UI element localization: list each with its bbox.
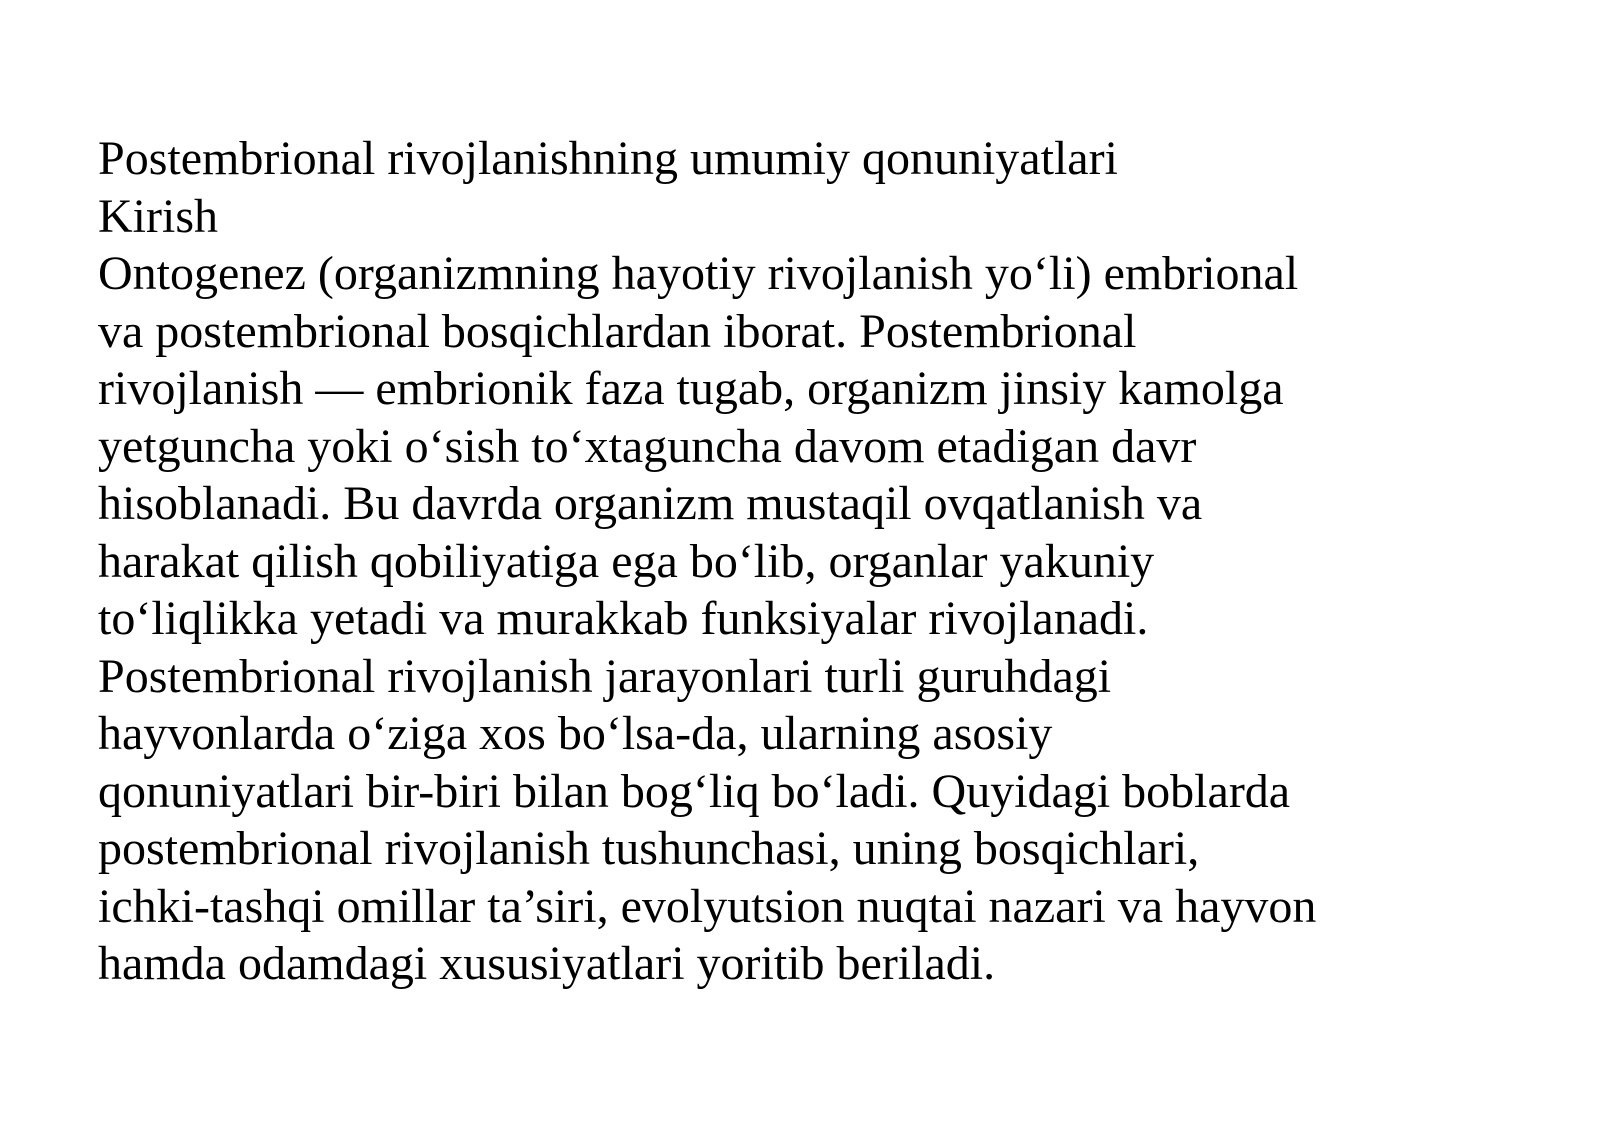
paragraph-line: Postembrional rivojlanish jarayonlari turli guruhdagi bbox=[98, 649, 1112, 703]
paragraph-line: Ontogenez (organizmning hayotiy rivojlanish yo‘li) embrional bbox=[98, 247, 1299, 300]
document-text bbox=[98, 130, 1518, 993]
paragraph-line: postembrional rivojlanish tushunchasi, uning bosqichlari, bbox=[98, 822, 1200, 875]
section-heading: Kirish bbox=[98, 189, 218, 243]
paragraph-line: hisoblanadi. Bu davrda organizm mustaqil ovqatlanish va bbox=[98, 477, 1203, 530]
paragraph-line: harakat qilish qobiliyatiga ega bo‘lib, organlar yakuniy bbox=[98, 534, 1155, 588]
paragraph-line: hayvonlarda o‘ziga xos bo‘lsa-da, ularning asosiy bbox=[98, 707, 1053, 760]
paragraph-line: rivojlanish — embrionik faza tugab, organizm jinsiy kamolga bbox=[98, 362, 1284, 415]
paragraph-line: va postembrional bosqichlardan iborat. Postembrional bbox=[98, 304, 1137, 358]
paragraph-line: yetguncha yoki o‘sish to‘xtaguncha davom etadigan davr bbox=[98, 419, 1197, 473]
paragraph-line: ichki-tashqi omillar ta’siri, evolyutsion nuqtai nazari va hayvon bbox=[98, 879, 1317, 933]
paragraph-line: hamda odamdagi xususiyatlari yoritib beriladi. bbox=[98, 937, 996, 990]
paragraph-line: to‘liqlikka yetadi va murakkab funksiyalar rivojlanadi. bbox=[98, 592, 1149, 645]
document-title: Postembrional rivojlanishning umumiy qonuniyatlari bbox=[98, 132, 1118, 185]
paragraph-line: qonuniyatlari bir-biri bilan bog‘liq bo‘ladi. Quyidagi boblarda bbox=[98, 764, 1291, 818]
